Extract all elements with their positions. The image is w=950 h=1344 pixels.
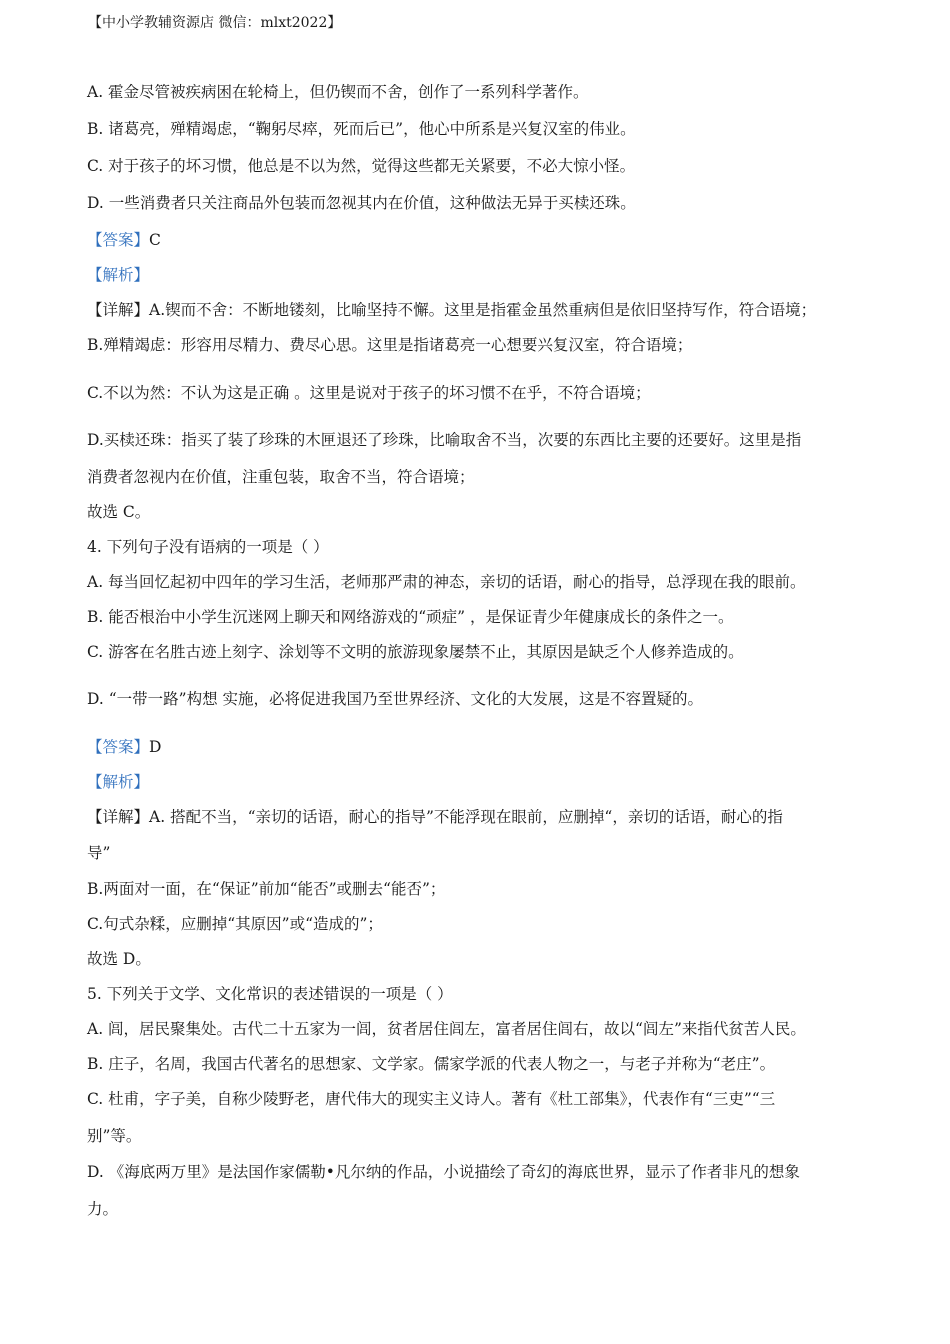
answer-label: 【答案】 [87,738,150,756]
q3-analysis-label: 【解析】 [87,266,150,284]
q3-option-a: A. 霍金尽管被疾病困在轮椅上，但仍锲而不舍，创作了一系列科学著作。 [87,83,589,101]
q4-answer [87,737,161,757]
q4-detail-3: C.句式杂糅，应删掉“其原因”或“造成的”； [87,915,383,933]
q5-option-d-cont: 力。 [87,1200,119,1218]
q4-analysis-label: 【解析】 [87,773,150,791]
q3-detail-4-cont: 消费者忽视内在价值，注重包装，取舍不当，符合语境； [87,468,475,486]
q3-option-d: D. 一些消费者只关注商品外包装而忽视其内在价值，这种做法无异于买椟还珠。 [87,194,636,212]
q5-option-c-cont: 别”等。 [87,1127,142,1145]
q3-detail-3: C.不以为然：不认为这是正确 。这里是说对于孩子的坏习惯不在乎，不符合语境； [87,384,651,402]
q4-option-a: A. 每当回忆起初中四年的学习生活，老师那严肃的神态，亲切的话语，耐心的指导，总浮现在我的眼前。 [87,573,806,591]
answer-value: C [149,231,161,249]
answer-label: 【答案】 [87,231,150,249]
q4-conclusion: 故选 D。 [87,950,151,968]
q4-detail-1: 【详解】A. 搭配不当，“亲切的话语，耐心的指导”不能浮现在眼前，应删掉“，亲切的话语，耐心的指 [87,808,783,826]
q4-option-b: B. 能否根治中小学生沉迷网上聊天和网络游戏的“顽症” ，是保证青少年健康成长的条件之一。 [87,608,734,626]
page-header: 【中小学教辅资源店 微信：mlxt2022】 [88,15,342,31]
q3-detail-1: 【详解】A.锲而不舍：不断地镂刻，比喻坚持不懈。这里是指霍金虽然重病但是依旧坚持写作，符合语境； [87,301,817,319]
q3-answer [87,230,161,250]
q5-option-d: D. 《海底两万里》是法国作家儒勒•凡尔纳的作品，小说描绘了奇幻的海底世界，显示了作者非凡的想象 [87,1163,800,1181]
q5-option-c: C. 杜甫，字子美，自称少陵野老，唐代伟大的现实主义诗人。著有《杜工部集》，代表作有“三吏”“三 [87,1090,776,1108]
q5-option-b: B. 庄子，名周，我国古代著名的思想家、文学家。儒家学派的代表人物之一，与老子并称为“老庄”。 [87,1055,776,1073]
q4-detail-1-cont: 导” [87,844,111,862]
q3-conclusion: 故选 C。 [87,503,151,521]
q3-detail-2: B.殚精竭虑：形容用尽精力、费尽心思。这里是指诸葛亮一心想要兴复汉室，符合语境； [87,336,693,354]
detail-label: 【详解】 [87,301,150,319]
q3-option-c: C. 对于孩子的坏习惯，他总是不以为然，觉得这些都无关紧要，不必大惊小怪。 [87,157,636,175]
q5-option-a: A. 闾，居民聚集处。古代二十五家为一闾，贫者居住闾左，富者居住闾右，故以“闾左”来指代贫苦人民。 [87,1020,806,1038]
q4-detail-2: B.两面对一面，在“保证”前加“能否”或删去“能否”； [87,880,446,898]
q3-option-b: B. 诸葛亮，殚精竭虑，“鞠躬尽瘁，死而后已”，他心中所系是兴复汉室的伟业。 [87,120,636,138]
q4-stem: 4. 下列句子没有语病的一项是（ ） [87,538,329,556]
q4-option-d: D. “一带一路”构想 实施，必将促进我国乃至世界经济、文化的大发展，这是不容置疑的。 [87,690,704,708]
q3-detail-4: D.买椟还珠：指买了装了珍珠的木匣退还了珍珠，比喻取舍不当，次要的东西比主要的还要好。这里是指 [87,431,802,449]
detail-label: 【详解】 [87,808,150,826]
answer-value: D [149,738,162,756]
q5-stem: 5. 下列关于文学、文化常识的表述错误的一项是（ ） [87,985,453,1003]
q4-option-c: C. 游客在名胜古迹上刻字、涂划等不文明的旅游现象屡禁不止，其原因是缺乏个人修养造成的。 [87,643,744,661]
